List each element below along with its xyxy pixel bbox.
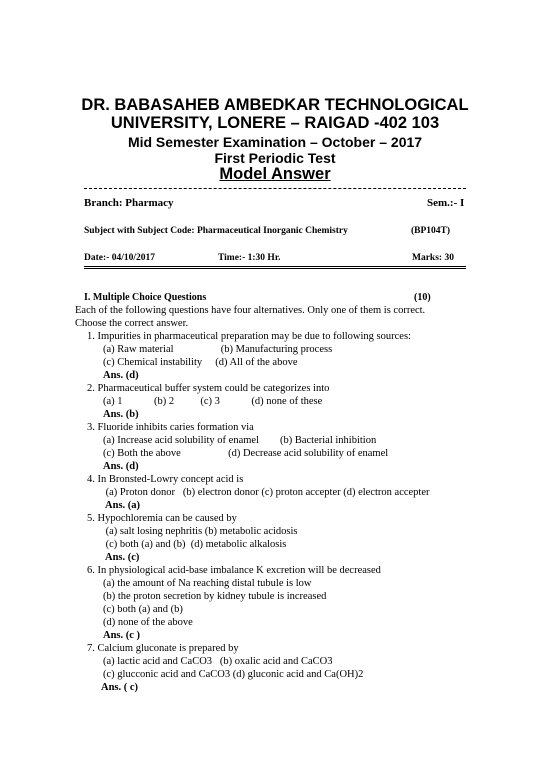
question-7-option-line: (a) lactic acid and CaCO3 (b) oxalic acid and CaCO3: [103, 656, 333, 667]
test-name: First Periodic Test: [214, 150, 336, 166]
question-3: 3. Fluoride inhibits caries formation via: [87, 422, 254, 433]
question-3-answer: Ans. (d): [103, 461, 139, 472]
question-6-option-line: (d) none of the above: [103, 617, 193, 628]
question-7-answer: Ans. ( c): [101, 682, 139, 693]
double-divider: [84, 266, 466, 269]
semester-label: Sem.:- I: [427, 197, 465, 209]
question-1-option-line: (c) Chemical instability (d) All of the above: [103, 357, 298, 368]
question-1-answer: Ans. (d): [103, 370, 139, 381]
question-4: 4. In Bronsted-Lowry concept acid is: [87, 474, 244, 485]
question-4-answer: Ans. (a): [103, 500, 141, 511]
question-4-option-line: (a) Proton donor (b) electron donor (c) proton accepter (d) electron accepter: [103, 487, 430, 498]
section-title: I. Multiple Choice Questions: [84, 292, 207, 303]
university-name-line1: DR. BABASAHEB AMBEDKAR TECHNOLOGICAL: [81, 96, 469, 114]
exam-date: Date:- 04/10/2017: [84, 253, 155, 263]
subject-label: Subject with Subject Code: Pharmaceutical Inorganic Chemistry: [84, 226, 348, 236]
question-3-option-line: (c) Both the above (d) Decrease acid solubility of enamel: [103, 448, 389, 459]
section-marks: (10): [414, 292, 431, 303]
question-5-option-line: (a) salt losing nephritis (b) metabolic acidosis: [103, 526, 298, 537]
section-instructions-1: Each of the following questions have four alternatives. Only one of them is correct.: [75, 305, 426, 316]
question-5-answer: Ans. (c): [105, 552, 140, 563]
exam-title: Mid Semester Examination – October – 2017: [127, 134, 423, 150]
dashed-divider: [84, 188, 466, 189]
question-1: 1. Impurities in pharmaceutical preparation may be due to following sources:: [87, 331, 411, 342]
question-6-option-line: (c) both (a) and (b): [103, 604, 183, 615]
question-6-answer: Ans. (c ): [103, 630, 141, 641]
question-6-option-line: (b) the proton secretion by kidney tubule is increased: [103, 591, 327, 602]
question-2: 2. Pharmaceutical buffer system could be categorizes into: [87, 383, 330, 394]
branch-label: Branch: Pharmacy: [84, 197, 174, 209]
question-5: 5. Hypochloremia can be caused by: [87, 513, 237, 524]
question-7: 7. Calcium gluconate is prepared by: [87, 643, 239, 654]
question-6-option-line: (a) the amount of Na reaching distal tubule is low: [103, 578, 312, 589]
exam-marks: Marks: 30: [412, 253, 454, 263]
question-7-option-line: (c) glucconic acid and CaCO3 (d) gluconic acid and Ca(OH)2: [103, 669, 364, 680]
question-3-option-line: (a) Increase acid solubility of enamel (b) Bacterial inhibition: [103, 435, 377, 446]
page-title: Model Answer: [219, 165, 331, 183]
question-2-answer: Ans. (b): [103, 409, 139, 420]
exam-time: Time:- 1:30 Hr.: [218, 253, 281, 263]
section-instructions-2: Choose the correct answer.: [75, 318, 189, 329]
question-6: 6. In physiological acid-base imbalance K excretion will be decreased: [87, 565, 381, 576]
question-2-option-line: (a) 1 (b) 2 (c) 3 (d) none of these: [103, 396, 323, 407]
question-5-option-line: (c) both (a) and (b) (d) metabolic alkalosis: [103, 539, 287, 550]
question-1-option-line: (a) Raw material (b) Manufacturing process: [103, 344, 333, 355]
university-name-line2: UNIVERSITY, LONERE – RAIGAD -402 103: [110, 114, 440, 132]
subject-code: (BP104T): [411, 226, 451, 236]
